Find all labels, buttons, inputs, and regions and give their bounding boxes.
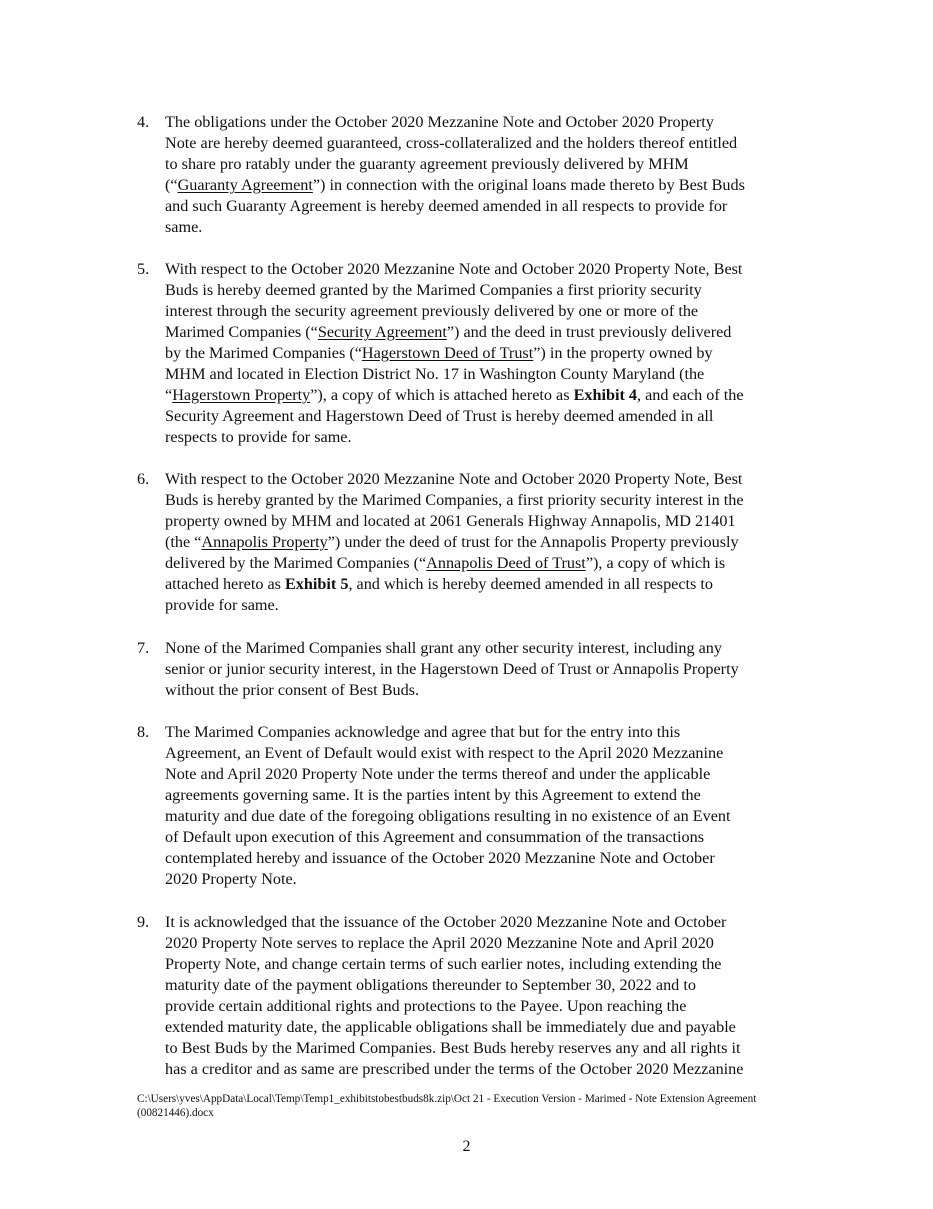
text-line <box>165 427 837 448</box>
text-segment: ”), a copy of which is attached hereto as <box>310 386 574 404</box>
text-segment: ”) and the deed in trust previously delivered <box>446 323 732 341</box>
defined-term: Annapolis Property <box>201 533 328 551</box>
text-line <box>165 1059 837 1080</box>
text-line <box>165 112 837 133</box>
text-line <box>165 680 837 701</box>
text-segment: interest through the security agreement previously delivered by one or more of the <box>165 302 699 320</box>
defined-term: Security Agreement <box>317 323 447 341</box>
list-item <box>137 259 837 448</box>
text-segment: Buds is hereby deemed granted by the Marimed Companies a first priority security <box>165 281 702 299</box>
defined-term: Guaranty Agreement <box>177 176 313 194</box>
text-segment: The obligations under the October 2020 Mezzanine Note and October 2020 Property <box>165 113 714 131</box>
item-text <box>165 912 837 1080</box>
text-segment: With respect to the October 2020 Mezzanine Note and October 2020 Property Note, Best <box>165 260 743 278</box>
text-segment: and such Guaranty Agreement is hereby deemed amended in all respects to provide for <box>165 197 728 215</box>
text-segment: provide certain additional rights and protections to the Payee. Upon reaching the <box>165 997 687 1015</box>
text-line <box>165 280 837 301</box>
item-number: 7. <box>137 639 150 657</box>
text-line <box>165 301 837 322</box>
text-line <box>165 406 837 427</box>
text-line <box>165 638 837 659</box>
page-number: 2 <box>462 1138 471 1155</box>
text-segment: ”) in connection with the original loans made thereto by Best Buds <box>312 176 745 194</box>
text-segment: Marimed Companies (“ <box>165 323 318 341</box>
text-segment: by the Marimed Companies (“ <box>165 344 362 362</box>
text-line <box>165 490 837 511</box>
text-segment: to Best Buds by the Marimed Companies. Best Buds hereby reserves any and all rights it <box>165 1039 741 1057</box>
item-text <box>165 722 837 890</box>
text-line <box>165 785 837 806</box>
text-segment: has a creditor and as same are prescribed under the terms of the October 2020 Mezzanine <box>165 1060 744 1078</box>
text-line <box>165 912 837 933</box>
text-segment: maturity and due date of the foregoing obligations resulting in no existence of an Event <box>165 807 731 825</box>
text-segment: Note are hereby deemed guaranteed, cross-collateralized and the holders thereof entitled <box>165 134 738 152</box>
text-line <box>165 743 837 764</box>
text-segment: respects to provide for same. <box>165 428 352 446</box>
list-item <box>137 469 837 616</box>
text-segment: ”), a copy of which is <box>585 554 726 572</box>
text-segment: “ <box>165 386 173 404</box>
item-number: 9. <box>137 913 150 931</box>
text-segment: Property Note, and change certain terms of such earlier notes, including extending the <box>165 955 722 973</box>
text-segment: ”) under the deed of trust for the Annapolis Property previously <box>327 533 739 551</box>
defined-term: Hagerstown Property <box>172 386 311 404</box>
text-segment: delivered by the Marimed Companies (“ <box>165 554 427 572</box>
text-segment: (the “ <box>165 533 202 551</box>
item-text <box>165 469 837 616</box>
text-segment: Buds is hereby granted by the Marimed Companies, a first priority security interest in the <box>165 491 744 509</box>
text-segment: property owned by MHM and located at 2061 Generals Highway Annapolis, MD 21401 <box>165 512 736 530</box>
text-segment: agreements governing same. It is the parties intent by this Agreement to extend the <box>165 786 701 804</box>
exhibit-reference: Exhibit 5 <box>285 575 349 593</box>
text-segment: provide for same. <box>165 596 279 614</box>
text-line <box>165 975 837 996</box>
text-segment: contemplated hereby and issuance of the October 2020 Mezzanine Note and October <box>165 849 715 867</box>
text-segment: Note and April 2020 Property Note under the terms thereof and under the applicable <box>165 765 711 783</box>
item-number: 5. <box>137 260 150 278</box>
text-line <box>165 764 837 785</box>
text-line <box>165 532 837 553</box>
text-segment: 2020 Property Note. <box>165 870 297 888</box>
text-segment: 2020 Property Note serves to replace the April 2020 Mezzanine Note and April 2020 <box>165 934 714 952</box>
text-segment: None of the Marimed Companies shall grant any other security interest, including any <box>165 639 722 657</box>
text-segment: extended maturity date, the applicable obligations shall be immediately due and payable <box>165 1018 736 1036</box>
list-item <box>137 638 837 701</box>
list-item <box>137 112 837 238</box>
text-segment: same. <box>165 218 203 236</box>
text-segment: Agreement, an Event of Default would exist with respect to the April 2020 Mezzanine <box>165 744 724 762</box>
text-line <box>165 133 837 154</box>
text-segment: maturity date of the payment obligations thereunder to September 30, 2022 and to <box>165 976 696 994</box>
list-item <box>137 722 837 890</box>
item-number: 6. <box>137 470 150 488</box>
text-line <box>165 217 837 238</box>
text-line <box>165 343 837 364</box>
list-item <box>137 912 837 1080</box>
text-segment: With respect to the October 2020 Mezzanine Note and October 2020 Property Note, Best <box>165 470 743 488</box>
text-line <box>165 848 837 869</box>
footer-path-line: (00821446).docx <box>137 1107 214 1119</box>
text-line <box>165 154 837 175</box>
text-line <box>165 954 837 975</box>
text-segment: , and each of the <box>637 386 744 404</box>
exhibit-reference: Exhibit 4 <box>573 386 638 404</box>
item-text <box>165 638 837 701</box>
text-line <box>165 574 837 595</box>
text-line <box>165 385 837 406</box>
text-line <box>165 259 837 280</box>
footer-path-line: C:\Users\yves\AppData\Local\Temp\Temp1_exhibitstobestbuds8k.zip\Oct 21 - Execution Version - Marimed - Note Extension Agreement <box>137 1093 757 1105</box>
text-line <box>165 553 837 574</box>
text-line <box>165 933 837 954</box>
text-line <box>165 1038 837 1059</box>
text-line <box>165 196 837 217</box>
item-number: 8. <box>137 723 150 741</box>
text-line <box>165 595 837 616</box>
text-line <box>165 806 837 827</box>
text-line <box>165 659 837 680</box>
text-line <box>165 869 837 890</box>
text-line <box>165 469 837 490</box>
text-segment: , and which is hereby deemed amended in all respects to <box>348 575 713 593</box>
defined-term: Annapolis Deed of Trust <box>426 554 586 572</box>
defined-term: Hagerstown Deed of Trust <box>361 344 534 362</box>
text-line <box>165 722 837 743</box>
text-segment: MHM and located in Election District No. 17 in Washington County Maryland (the <box>165 365 705 383</box>
text-segment: attached hereto as <box>165 575 285 593</box>
item-text <box>165 259 837 448</box>
text-segment: Security Agreement and Hagerstown Deed of Trust is hereby deemed amended in all <box>165 407 714 425</box>
text-line <box>165 175 837 196</box>
text-segment: (“ <box>165 176 178 194</box>
text-segment: ”) in the property owned by <box>533 344 713 362</box>
text-line <box>165 511 837 532</box>
text-segment: to share pro ratably under the guaranty agreement previously delivered by MHM <box>165 155 689 173</box>
text-line <box>165 996 837 1017</box>
item-number: 4. <box>137 113 150 131</box>
text-line <box>165 1017 837 1038</box>
text-segment: without the prior consent of Best Buds. <box>165 681 420 699</box>
text-line <box>165 827 837 848</box>
item-text <box>165 112 837 238</box>
text-line <box>165 322 837 343</box>
text-segment: The Marimed Companies acknowledge and agree that but for the entry into this <box>165 723 681 741</box>
footer-file-path <box>137 1092 837 1120</box>
text-segment: senior or junior security interest, in the Hagerstown Deed of Trust or Annapolis Property <box>165 660 739 678</box>
text-line <box>165 364 837 385</box>
text-segment: It is acknowledged that the issuance of the October 2020 Mezzanine Note and October <box>165 913 727 931</box>
text-segment: of Default upon execution of this Agreement and consummation of the transactions <box>165 828 704 846</box>
